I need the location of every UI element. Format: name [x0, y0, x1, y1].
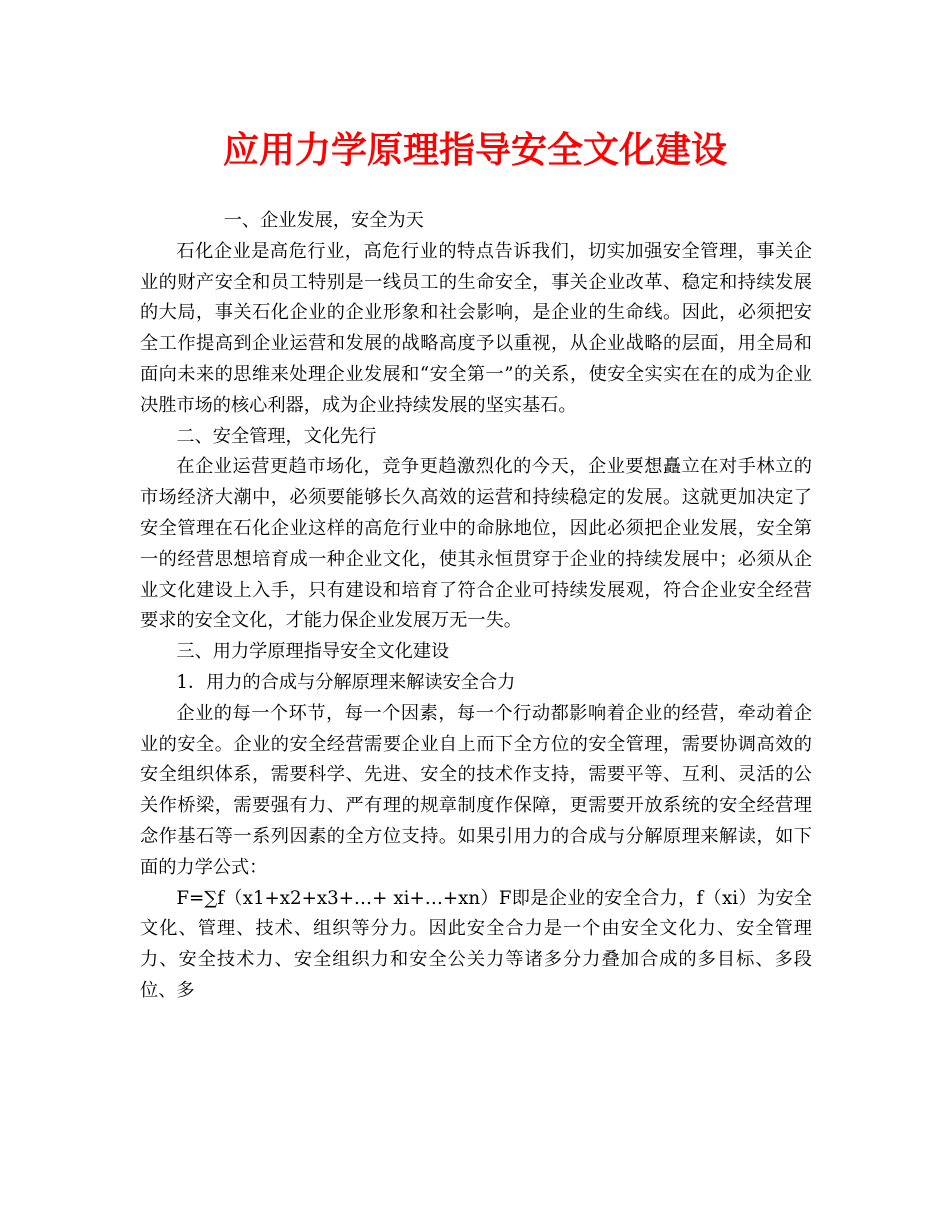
section-heading-3: 三、用力学原理指导安全文化建设 [176, 641, 450, 663]
section-heading-1: 一、企业发展，安全为天 [223, 210, 424, 231]
subsection-heading-1: 1．用力的合成与分解原理来解读安全合力 [176, 671, 516, 693]
paragraph-1: 石化企业是高危行业，高危行业的特点告诉我们，切实加强安全管理，事关企业的财产安全和员工特别是一线员工的生命安全，事关企业改革、稳定和持续发展的大局，事关石化企业的企业形象和社会影响，是企业的生命线。因此，必须把安全工作提高到企业运营和发展的战略高度予以重视，从企业战略的层面，用全局和面向未来的思维来处理企业发展和“安全第一”的关系，使安全实实在在的成为企业决胜市场的核心利器，成为企业持续发展的坚实基石。 [140, 240, 812, 416]
document-body [140, 206, 812, 1007]
section-heading-2: 二、安全管理，文化先行 [176, 425, 377, 447]
paragraph-3: 企业的每一个环节，每一个因素，每一个行动都影响着企业的经营，牵动着企业的安全。企业的安全经营需要企业自上而下全方位的安全管理，需要协调高效的安全组织体系，需要科学、先进、安全的技术作支持，需要平等、互利、灵活的公关作桥梁，需要强有力、严有理的规章制度作保障，更需要开放系统的安全经营理念作基石等一系列因素的全方位支持。如果引用力的合成与分解原理来解读，如下面的力学公式： [140, 702, 812, 878]
document-title: 应用力学原理指导安全文化建设 [222, 129, 727, 171]
formula-paragraph: F=∑f（x1+x2+x3+…+ xi+…+xn）F即是企业的安全合力，f（xi）为安全文化、管理、技术、组织等分力。因此安全合力是一个由安全文化力、安全管理力、安全技术力、安全组织力和安全公关力等诸多分力叠加合成的多目标、多段位、多 [140, 887, 812, 1001]
paragraph-2: 在企业运营更趋市场化，竞争更趋激烈化的今天，企业要想矗立在对手林立的市场经济大潮中，必须要能够长久高效的运营和持续稳定的发展。这就更加决定了安全管理在石化企业这样的高危行业中的命脉地位，因此必须把企业发展，安全第一的经营思想培育成一种企业文化，使其永恒贯穿于企业的持续发展中；必须从企业文化建设上入手，只有建设和培育了符合企业可持续发展观，符合企业安全经营要求的安全文化，才能力保企业发展万无一失。 [140, 456, 812, 632]
